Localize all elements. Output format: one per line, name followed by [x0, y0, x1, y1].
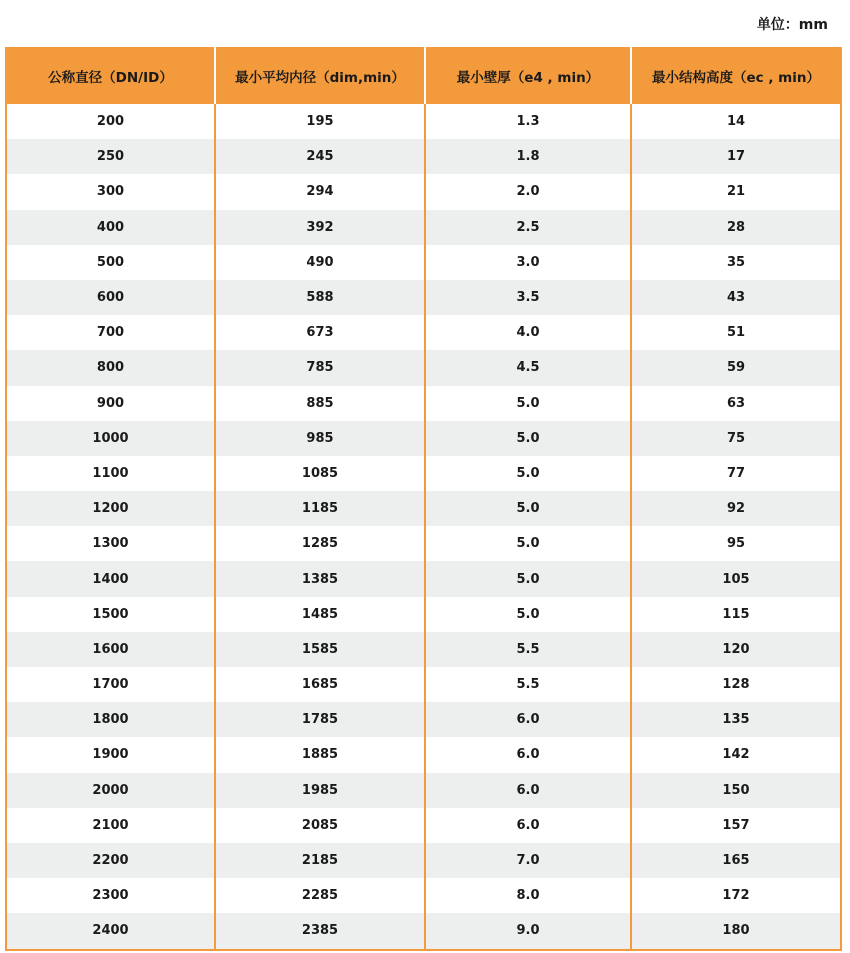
cell-min-structure-height: 75 — [631, 421, 840, 456]
cell-min-wall-thickness: 3.0 — [425, 245, 631, 280]
cell-nominal-diameter: 1500 — [7, 597, 215, 632]
cell-nominal-diameter: 250 — [7, 139, 215, 174]
cell-min-wall-thickness: 1.8 — [425, 139, 631, 174]
header-min-mean-inner-diameter: 最小平均内径（dim,min） — [215, 47, 425, 104]
table-row — [7, 526, 840, 561]
cell-min-wall-thickness: 5.0 — [425, 456, 631, 491]
cell-nominal-diameter: 2000 — [7, 773, 215, 808]
cell-nominal-diameter: 500 — [7, 245, 215, 280]
cell-min-wall-thickness: 4.0 — [425, 315, 631, 350]
cell-min-wall-thickness: 5.0 — [425, 561, 631, 596]
cell-min-wall-thickness: 5.5 — [425, 667, 631, 702]
dimension-table — [7, 47, 840, 949]
cell-min-structure-height: 157 — [631, 808, 840, 843]
cell-min-mean-inner-diameter: 1285 — [215, 526, 425, 561]
table-row — [7, 878, 840, 913]
cell-min-wall-thickness: 4.5 — [425, 350, 631, 385]
cell-min-wall-thickness: 5.0 — [425, 491, 631, 526]
table-row — [7, 808, 840, 843]
cell-min-structure-height: 115 — [631, 597, 840, 632]
table-row — [7, 597, 840, 632]
cell-min-mean-inner-diameter: 490 — [215, 245, 425, 280]
cell-min-wall-thickness: 9.0 — [425, 913, 631, 948]
cell-min-structure-height: 77 — [631, 456, 840, 491]
table-row — [7, 104, 840, 139]
cell-min-mean-inner-diameter: 985 — [215, 421, 425, 456]
cell-min-wall-thickness: 7.0 — [425, 843, 631, 878]
cell-nominal-diameter: 700 — [7, 315, 215, 350]
cell-nominal-diameter: 600 — [7, 280, 215, 315]
table-row — [7, 139, 840, 174]
cell-min-mean-inner-diameter: 1585 — [215, 632, 425, 667]
cell-min-mean-inner-diameter: 885 — [215, 386, 425, 421]
table-body — [7, 104, 840, 949]
table-row — [7, 315, 840, 350]
cell-nominal-diameter: 300 — [7, 174, 215, 209]
cell-min-structure-height: 135 — [631, 702, 840, 737]
cell-nominal-diameter: 1600 — [7, 632, 215, 667]
table-row — [7, 667, 840, 702]
cell-min-mean-inner-diameter: 588 — [215, 280, 425, 315]
cell-min-structure-height: 51 — [631, 315, 840, 350]
cell-min-structure-height: 95 — [631, 526, 840, 561]
cell-min-wall-thickness: 8.0 — [425, 878, 631, 913]
cell-min-structure-height: 165 — [631, 843, 840, 878]
cell-min-mean-inner-diameter: 673 — [215, 315, 425, 350]
header-min-wall-thickness: 最小壁厚（e4 , min） — [425, 47, 631, 104]
table-row — [7, 456, 840, 491]
cell-min-wall-thickness: 5.0 — [425, 386, 631, 421]
cell-nominal-diameter: 2400 — [7, 913, 215, 948]
cell-min-mean-inner-diameter: 1985 — [215, 773, 425, 808]
cell-min-structure-height: 28 — [631, 210, 840, 245]
cell-nominal-diameter: 1000 — [7, 421, 215, 456]
cell-nominal-diameter: 1900 — [7, 737, 215, 772]
cell-min-wall-thickness: 2.5 — [425, 210, 631, 245]
cell-min-mean-inner-diameter: 785 — [215, 350, 425, 385]
cell-min-wall-thickness: 5.0 — [425, 597, 631, 632]
table-row — [7, 913, 840, 948]
cell-min-structure-height: 128 — [631, 667, 840, 702]
cell-min-mean-inner-diameter: 2285 — [215, 878, 425, 913]
cell-min-wall-thickness: 2.0 — [425, 174, 631, 209]
table-row — [7, 421, 840, 456]
cell-min-mean-inner-diameter: 1785 — [215, 702, 425, 737]
cell-min-wall-thickness: 3.5 — [425, 280, 631, 315]
table-row — [7, 386, 840, 421]
cell-nominal-diameter: 1800 — [7, 702, 215, 737]
cell-min-structure-height: 43 — [631, 280, 840, 315]
header-min-structure-height: 最小结构高度（ec , min） — [631, 47, 840, 104]
cell-min-wall-thickness: 1.3 — [425, 104, 631, 139]
table-row — [7, 702, 840, 737]
cell-min-structure-height: 59 — [631, 350, 840, 385]
cell-min-wall-thickness: 6.0 — [425, 702, 631, 737]
cell-min-mean-inner-diameter: 2385 — [215, 913, 425, 948]
cell-min-structure-height: 172 — [631, 878, 840, 913]
table-row — [7, 843, 840, 878]
table-row — [7, 561, 840, 596]
cell-min-mean-inner-diameter: 245 — [215, 139, 425, 174]
cell-nominal-diameter: 800 — [7, 350, 215, 385]
header-nominal-diameter: 公称直径（DN/ID） — [7, 47, 215, 104]
cell-nominal-diameter: 900 — [7, 386, 215, 421]
cell-min-mean-inner-diameter: 1085 — [215, 456, 425, 491]
unit-label: 单位：mm — [756, 17, 828, 33]
cell-nominal-diameter: 1700 — [7, 667, 215, 702]
cell-nominal-diameter: 1200 — [7, 491, 215, 526]
table-row — [7, 632, 840, 667]
cell-nominal-diameter: 2100 — [7, 808, 215, 843]
cell-nominal-diameter: 1300 — [7, 526, 215, 561]
cell-min-wall-thickness: 6.0 — [425, 808, 631, 843]
cell-min-structure-height: 17 — [631, 139, 840, 174]
cell-nominal-diameter: 1100 — [7, 456, 215, 491]
cell-min-structure-height: 180 — [631, 913, 840, 948]
cell-min-mean-inner-diameter: 1385 — [215, 561, 425, 596]
table-row — [7, 737, 840, 772]
cell-min-mean-inner-diameter: 1185 — [215, 491, 425, 526]
header-row — [7, 47, 840, 104]
table-row — [7, 773, 840, 808]
cell-min-wall-thickness: 5.5 — [425, 632, 631, 667]
cell-min-mean-inner-diameter: 294 — [215, 174, 425, 209]
cell-min-structure-height: 14 — [631, 104, 840, 139]
cell-min-structure-height: 21 — [631, 174, 840, 209]
cell-min-mean-inner-diameter: 1485 — [215, 597, 425, 632]
cell-min-structure-height: 63 — [631, 386, 840, 421]
cell-min-mean-inner-diameter: 2085 — [215, 808, 425, 843]
table-header — [7, 47, 840, 104]
cell-min-wall-thickness: 5.0 — [425, 421, 631, 456]
cell-min-structure-height: 35 — [631, 245, 840, 280]
table-row — [7, 245, 840, 280]
table-row — [7, 210, 840, 245]
cell-min-mean-inner-diameter: 1885 — [215, 737, 425, 772]
cell-min-structure-height: 120 — [631, 632, 840, 667]
cell-min-structure-height: 150 — [631, 773, 840, 808]
cell-min-mean-inner-diameter: 1685 — [215, 667, 425, 702]
cell-min-wall-thickness: 6.0 — [425, 737, 631, 772]
table-row — [7, 491, 840, 526]
cell-min-mean-inner-diameter: 195 — [215, 104, 425, 139]
cell-min-structure-height: 105 — [631, 561, 840, 596]
dimension-table-container — [5, 47, 842, 951]
cell-min-mean-inner-diameter: 392 — [215, 210, 425, 245]
cell-min-wall-thickness: 5.0 — [425, 526, 631, 561]
cell-min-structure-height: 92 — [631, 491, 840, 526]
cell-min-structure-height: 142 — [631, 737, 840, 772]
table-row — [7, 280, 840, 315]
cell-nominal-diameter: 1400 — [7, 561, 215, 596]
cell-nominal-diameter: 2200 — [7, 843, 215, 878]
table-row — [7, 350, 840, 385]
cell-nominal-diameter: 2300 — [7, 878, 215, 913]
cell-min-mean-inner-diameter: 2185 — [215, 843, 425, 878]
cell-min-wall-thickness: 6.0 — [425, 773, 631, 808]
table-row — [7, 174, 840, 209]
cell-nominal-diameter: 400 — [7, 210, 215, 245]
cell-nominal-diameter: 200 — [7, 104, 215, 139]
